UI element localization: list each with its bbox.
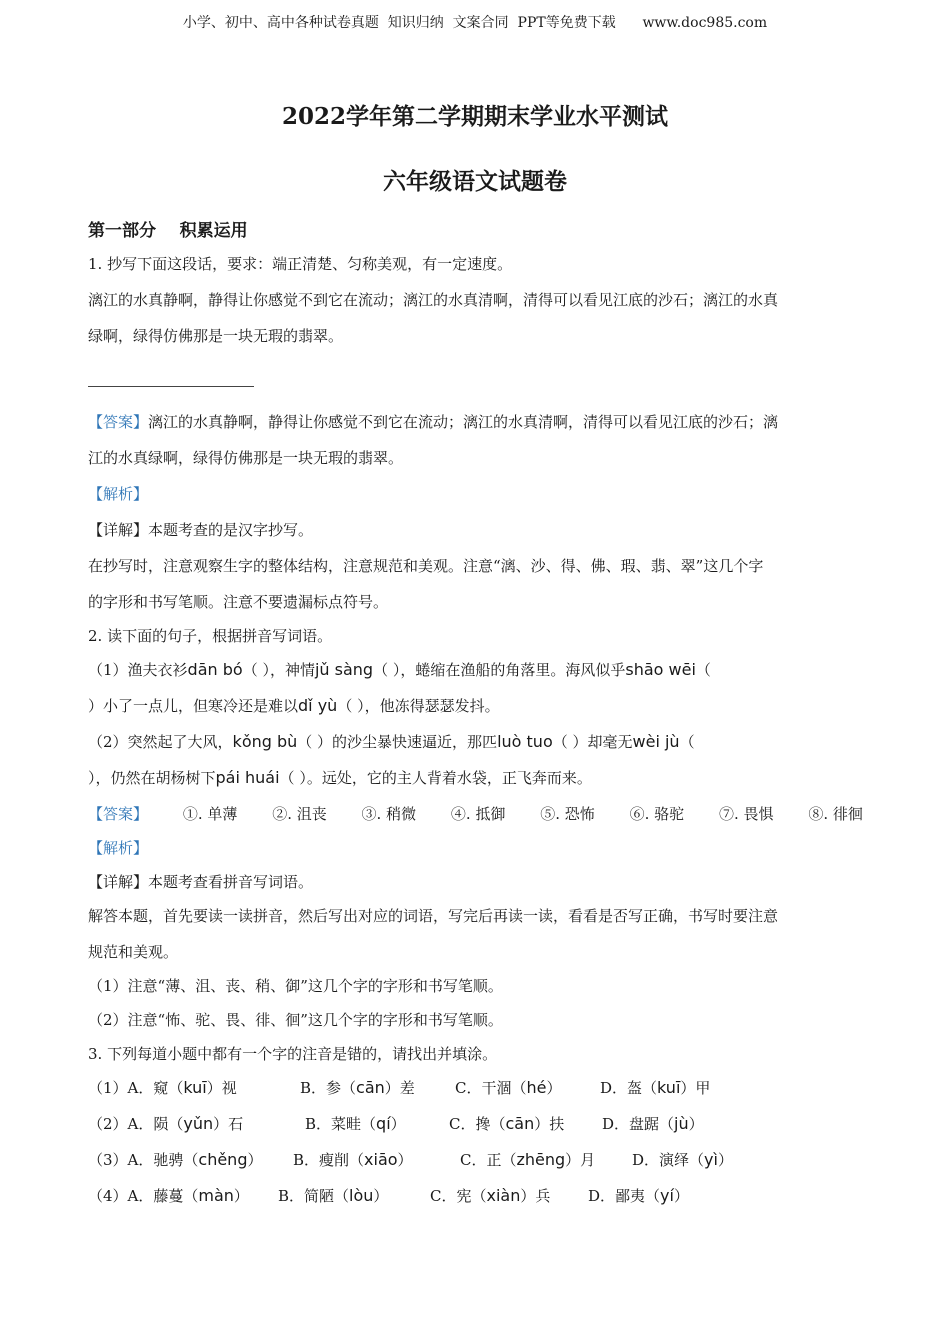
q1-answer-text: 漓江的水真静啊，静得让你感觉不到它在流动；漓江的水真清啊，清得可以看见江底的沙石；漓 — [148, 413, 779, 431]
pinyin: màn — [198, 1186, 234, 1205]
choice-a — [88, 1146, 293, 1174]
q2-analysis-tag — [88, 834, 863, 868]
text: ） — [390, 1115, 406, 1133]
answer-item: ②. 沮丧 — [272, 805, 327, 823]
pinyin: yì — [704, 1150, 718, 1169]
text: C．搀（ — [449, 1115, 506, 1133]
section-heading: 第一部分 积累运用 — [88, 221, 248, 241]
pinyin: cān — [356, 1078, 385, 1097]
text: ）差 — [384, 1079, 415, 1097]
q1-analysis-tag — [88, 480, 863, 516]
choice-d — [602, 1110, 704, 1138]
pinyin: dān bó — [187, 660, 243, 679]
text: ）月 — [565, 1151, 596, 1169]
q1-prompt: 1. 抄写下面这段话，要求：端正清楚、匀称美观，有一定速度。 — [88, 255, 513, 273]
q1-detail: 【详解】本题考查的是汉字抄写。 — [88, 521, 314, 539]
text: （ — [695, 661, 711, 679]
answer-item: ⑦. 畏惧 — [718, 805, 774, 823]
text: B．瘦削（ — [293, 1151, 365, 1169]
choice-c — [460, 1146, 632, 1174]
choice-d — [600, 1074, 710, 1102]
text: （ ），神情 — [242, 661, 315, 679]
text: （2）突然起了大风， — [88, 733, 233, 751]
q2-sentence-1-cont — [88, 692, 863, 728]
text: （ — [679, 733, 695, 751]
choice-b — [278, 1182, 430, 1210]
choice-d — [588, 1182, 689, 1210]
q3-row-2 — [88, 1110, 863, 1146]
pinyin: xiàn — [486, 1186, 521, 1205]
pinyin: jù — [674, 1114, 689, 1133]
pinyin: kuī — [657, 1078, 681, 1097]
answer-tag: 【答案】 — [88, 805, 149, 823]
choice-c — [430, 1182, 588, 1210]
exam-content — [88, 250, 863, 1218]
q2-sentence-2-cont — [88, 764, 863, 800]
text: C．干涸（ — [455, 1079, 527, 1097]
pinyin: wèi jù — [632, 732, 680, 751]
answer-item: ⑥. 骆驼 — [629, 805, 685, 823]
q2-note: （2）注意“怖、驼、畏、徘、徊”这几个字的字形和书写笔顺。 — [88, 1011, 503, 1029]
q2-explain: 规范和美观。 — [88, 943, 179, 961]
text: （ ）。远处，它的主人背着水袋，正飞奔而来。 — [279, 769, 592, 787]
choice-a — [88, 1074, 300, 1102]
exam-title: 2022学年第二学期期末学业水平测试 — [281, 103, 668, 130]
answer-item: ③. 稍微 — [361, 805, 417, 823]
text: （4）A．藤蔓（ — [88, 1187, 199, 1205]
answer-item: ⑧. 徘徊 — [808, 805, 863, 823]
q2-detail: 【详解】本题考查看拼音写词语。 — [88, 873, 314, 891]
text: （2）A．陨（ — [88, 1115, 184, 1133]
q1-text-line: 漓江的水真静啊，静得让你感觉不到它在流动；漓江的水真清啊，清得可以看见江底的沙石；漓江的水真 — [88, 291, 779, 309]
q3-row-3 — [88, 1146, 863, 1182]
text: D．演绎（ — [632, 1151, 705, 1169]
q2-explain: 解答本题，首先要读一读拼音，然后写出对应的词语，写完后再读一读，看看是否写正确，书写时要注意 — [88, 907, 779, 925]
text: D．盘踞（ — [602, 1115, 675, 1133]
text: （ ），蜷缩在渔船的角落里。海风似乎 — [373, 661, 626, 679]
q2-sentence-1 — [88, 656, 863, 692]
choice-b — [293, 1146, 460, 1174]
pinyin: qí — [376, 1114, 391, 1133]
q1-writing-line — [88, 358, 863, 408]
text: D．盔（ — [600, 1079, 658, 1097]
choice-c — [455, 1074, 600, 1102]
text: （ ）的沙尘暴快速逼近，那匹 — [297, 733, 498, 751]
pinyin: shāo wēi — [625, 660, 696, 679]
text: ） — [373, 1187, 389, 1205]
answer-item: ⑤. 恐怖 — [540, 805, 595, 823]
text: B．参（ — [300, 1079, 357, 1097]
text: （1）渔夫衣衫 — [88, 661, 188, 679]
pinyin: zhēng — [516, 1150, 566, 1169]
q1-answer-cont: 江的水真绿啊，绿得仿佛那是一块无瑕的翡翠。 — [88, 449, 404, 467]
text: （ ）却毫无 — [552, 733, 633, 751]
text: （ ），他冻得瑟瑟发抖。 — [337, 697, 500, 715]
answer-item: ④. 抵御 — [450, 805, 506, 823]
underline — [88, 386, 254, 387]
q2-answer — [88, 800, 863, 834]
q2-prompt: 2. 读下面的句子，根据拼音写词语。 — [88, 627, 333, 645]
analysis-tag: 【解析】 — [88, 839, 149, 857]
text: ），仍然在胡杨树下 — [88, 769, 216, 787]
text: C．宪（ — [430, 1187, 487, 1205]
text: ）石 — [213, 1115, 244, 1133]
choice-d — [632, 1146, 733, 1174]
pinyin: chěng — [198, 1150, 248, 1169]
text: （3）A．驰骋（ — [88, 1151, 199, 1169]
q1-explain: 的字形和书写笔顺。注意不要遗漏标点符号。 — [88, 593, 389, 611]
text: C．正（ — [460, 1151, 517, 1169]
choice-a — [88, 1110, 305, 1138]
text: ） — [673, 1187, 689, 1205]
answer-item: ①. 单薄 — [182, 805, 238, 823]
pinyin: kuī — [183, 1078, 207, 1097]
pinyin: xiāo — [364, 1150, 398, 1169]
choice-b — [305, 1110, 449, 1138]
text: B．简陋（ — [278, 1187, 350, 1205]
text: ） — [247, 1151, 263, 1169]
pinyin: yǔn — [183, 1114, 214, 1133]
text: ） — [397, 1151, 413, 1169]
q3-row-1 — [88, 1074, 863, 1110]
q1-answer — [88, 408, 863, 444]
text: ）扶 — [534, 1115, 565, 1133]
site-header: 小学、初中、高中各种试卷真题 知识归纳 文案合同 PPT等免费下载 www.doc985.com — [182, 15, 768, 31]
pinyin: jǔ sàng — [314, 660, 374, 679]
pinyin: yí — [660, 1186, 674, 1205]
pinyin: kǒng bù — [232, 732, 298, 751]
q2-sentence-2 — [88, 728, 863, 764]
text: ）视 — [206, 1079, 237, 1097]
answer-tag: 【答案】 — [88, 413, 149, 431]
choice-b — [300, 1074, 455, 1102]
text: （1）A．窥（ — [88, 1079, 184, 1097]
pinyin: luò tuo — [497, 732, 553, 751]
q2-note: （1）注意“薄、沮、丧、稍、御”这几个字的字形和书写笔顺。 — [88, 977, 503, 995]
choice-a — [88, 1182, 278, 1210]
q1-explain: 在抄写时，注意观察生字的整体结构，注意规范和美观。注意“漓、沙、得、佛、瑕、翡、翠”这几个字 — [88, 557, 764, 575]
choice-c — [449, 1110, 602, 1138]
q1-text-line: 绿啊，绿得仿佛那是一块无瑕的翡翠。 — [88, 327, 344, 345]
text: ） — [546, 1079, 562, 1097]
text: D．鄙夷（ — [588, 1187, 661, 1205]
analysis-tag: 【解析】 — [88, 485, 149, 503]
q3-prompt: 3. 下列每道小题中都有一个字的注音是错的，请找出并填涂。 — [88, 1045, 498, 1063]
exam-subtitle: 六年级语文试题卷 — [383, 168, 567, 195]
pinyin: lòu — [349, 1186, 374, 1205]
pinyin: hé — [526, 1078, 547, 1097]
text: ） — [233, 1187, 249, 1205]
pinyin: pái huái — [215, 768, 280, 787]
text: ） — [688, 1115, 704, 1133]
text: ）甲 — [680, 1079, 711, 1097]
q3-row-4 — [88, 1182, 863, 1218]
text: B．菜畦（ — [305, 1115, 377, 1133]
text: ） — [717, 1151, 733, 1169]
pinyin: dǐ yù — [298, 696, 338, 715]
pinyin: cān — [505, 1114, 535, 1133]
text: ）兵 — [520, 1187, 551, 1205]
text: ）小了一点儿，但寒冷还是难以 — [88, 697, 299, 715]
